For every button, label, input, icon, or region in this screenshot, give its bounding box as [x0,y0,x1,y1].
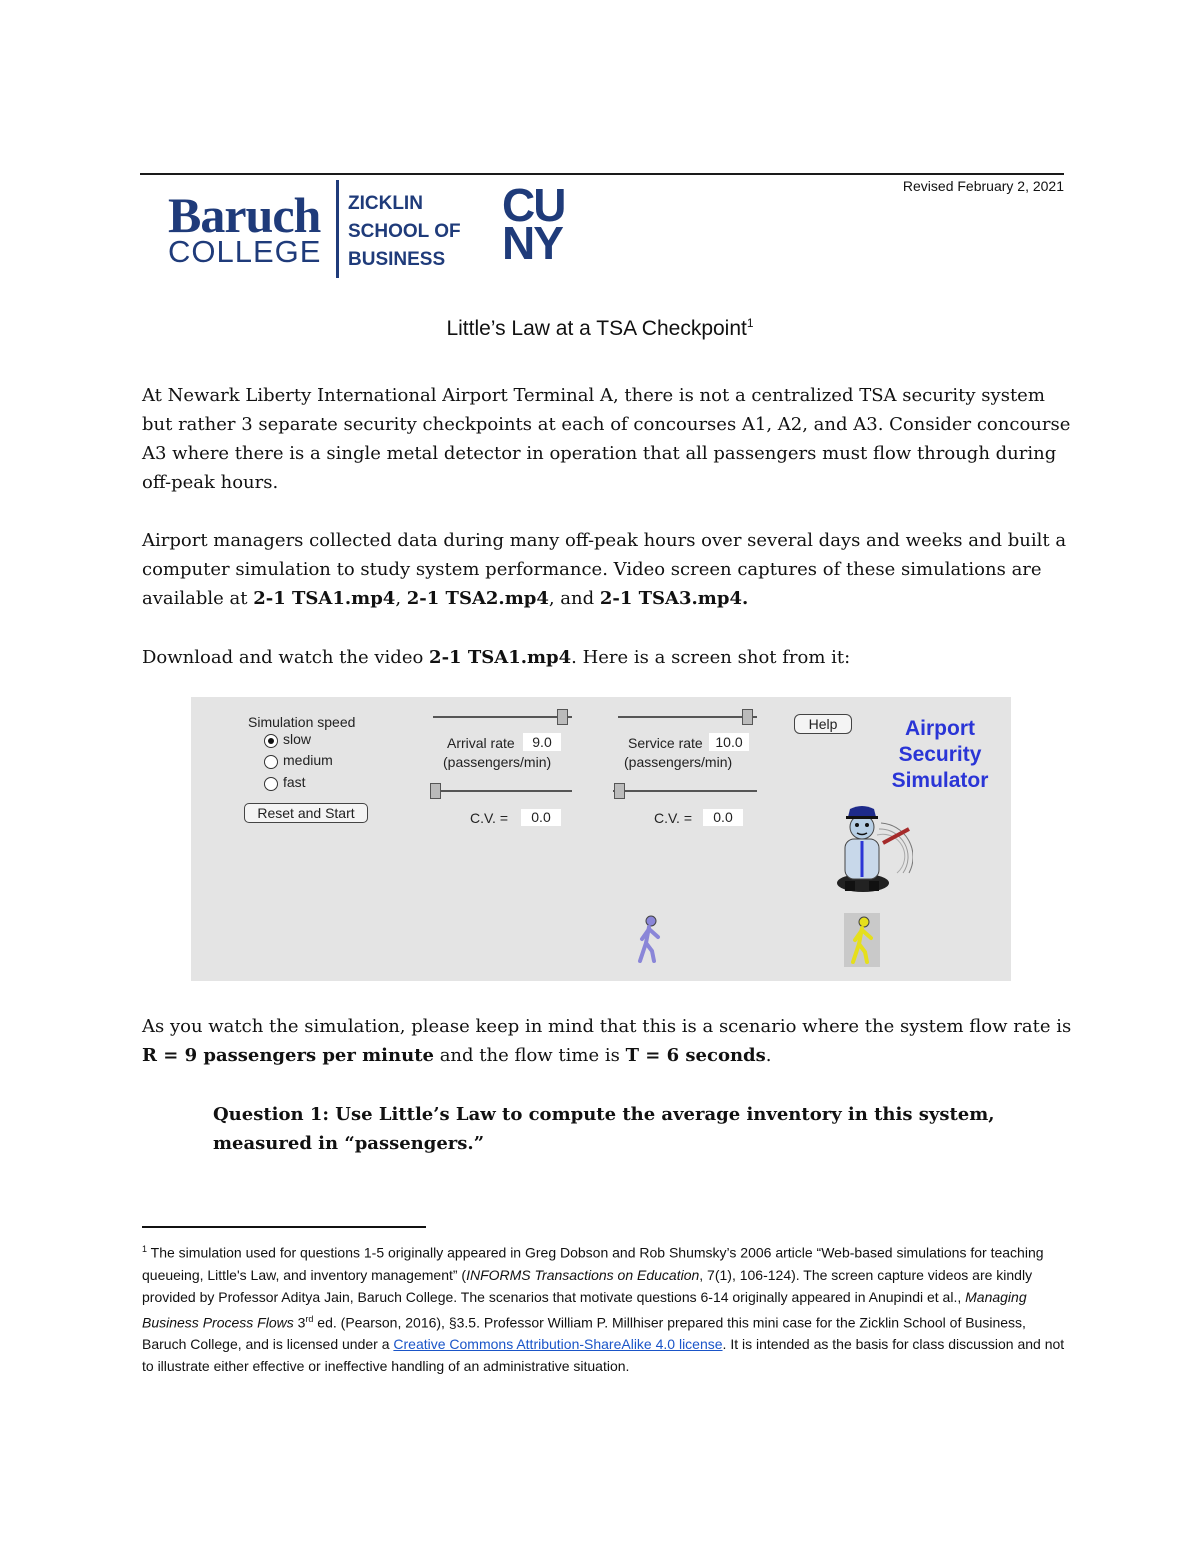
p2-end: . [741,588,749,609]
logo-cuny-text [502,179,565,269]
speed-option-fast: fast [283,774,306,790]
logo-baruch-text: Baruch [168,187,321,243]
p4-lead: As you watch the simulation, please keep in mind that this is a scenario where the system flow rate is [142,1016,1072,1037]
speed-option-slow: slow [283,731,312,747]
footnote-edition-sup: rd [305,1313,314,1324]
service-cv-slider-thumb[interactable] [614,783,625,799]
title-text: Little’s Law at a TSA Checkpoint [446,317,747,340]
simulator-title-line3: Simulator [891,769,989,792]
paragraph-simulation [142,526,1072,613]
revised-date: Revised February 2, 2021 [902,178,1064,194]
footnote-journal: INFORMS Transactions on Education [466,1266,700,1283]
footnote-text-1: The simulation used for questions 1-5 originally appeared in Greg Dobson and Rob Shumsky’s 2006 article “Web-based simulations for teaching queueing, Little's Law, and inventory management” ( [142,1244,1044,1283]
in-service-passenger-icon [847,916,877,964]
p3-end: . Here is a screen shot from it: [571,647,851,668]
footnote [142,1238,1068,1377]
baruch-zicklin-cuny-logo [166,178,596,288]
service-units-label: (passengers/min) [624,754,733,770]
simulator-screenshot [191,697,1011,981]
waiting-passenger-icon [634,915,664,963]
arrival-cv-label: C.V. = [470,810,509,826]
header-rule [140,173,1064,175]
flow-rate-value: R = 9 passengers per minute [142,1045,434,1066]
p2-sep2: , and [548,588,600,609]
video-file-1: 2-1 TSA1.mp4 [253,588,396,609]
arrival-cv-field[interactable]: 0.0 [521,809,561,826]
logo-zicklin-line3: BUSINESS [348,249,446,270]
logo-divider [336,180,339,278]
p2-lead: Airport managers collected data during many off-peak hours over several days and weeks and built a computer simulation to study system performance. Video screen captures of these simulations are available at [142,530,1067,609]
paragraph-intro: At Newark Liberty International Airport Terminal A, there is not a centralized TSA security system but rather 3 separate security checkpoints at each of concourses A1, A2, and A3. Consider concourse A3 where there is a single metal detector in operation that all passengers must flow through during off-peak hours. [142,385,1071,493]
license-link[interactable]: Creative Commons Attribution-ShareAlike 4.0 license [393,1336,723,1353]
speed-radio-slow[interactable] [264,734,278,748]
arrival-rate-slider-thumb[interactable] [557,709,568,725]
paragraph-scenario [142,1012,1072,1070]
footnote-book: Managing Business Process Flows [142,1288,1027,1331]
footnote-text-2: , 7(1), 106-124). The screen capture videos are kindly provided by Professor Aditya Jain, Baruch College. The scenarios that motivate questions 6-14 originally appeared in Anupindi et al., [142,1266,1033,1305]
service-rate-label: Service rate [628,735,703,751]
service-rate-slider-thumb[interactable] [742,709,753,725]
footnote-mark: 1 [142,1244,148,1254]
p4-end: . [765,1045,772,1066]
logo-cuny-line1: CU [502,179,565,231]
speed-radio-fast[interactable] [264,777,278,791]
arrival-cv-slider[interactable] [433,790,572,792]
service-rate-slider[interactable] [618,716,757,718]
service-cv-slider[interactable] [613,790,757,792]
help-button[interactable]: Help [794,714,852,734]
arrival-rate-slider[interactable] [433,716,572,718]
reset-and-start-button[interactable]: Reset and Start [244,803,368,823]
arrival-cv-slider-thumb[interactable] [430,783,441,799]
video-file-2: 2-1 TSA2.mp4 [406,588,549,609]
paragraph-download [142,643,1072,672]
document-title [0,316,1200,341]
question-1: Question 1: Use Little’s Law to compute the average inventory in this system, measured in “passengers.” [213,1104,995,1154]
footnote-text-4: ed. (Pearson, 2016), §3.5. Professor William P. Millhiser prepared this mini case for the Zicklin School of Business, Baruch College, and is licensed under a [142,1314,1026,1353]
simulator-title [885,716,995,794]
footnote-text-5: . It is intended as the basis for class discussion and not to illustrate either effective or ineffective handling of an administrative situation. [142,1336,1065,1375]
simulator-title-line1: Airport [905,717,975,740]
service-position-highlight [844,913,880,967]
arrival-units-label: (passengers/min) [443,754,552,770]
video-file-name: 2-1 TSA1.mp4 [429,647,572,668]
arrival-rate-field[interactable]: 9.0 [523,733,561,751]
footnote-text-3: 3 [293,1314,306,1331]
logo-zicklin-text [348,190,461,274]
logo-cuny-line2: NY [502,217,562,269]
speed-radio-medium[interactable] [264,755,278,769]
arrival-rate-label: Arrival rate [447,735,515,751]
p3-lead: Download and watch the video [142,647,430,668]
flow-time-value: T = 6 seconds [625,1045,766,1066]
p2-sep1: , [395,588,407,609]
logo-zicklin-line2: SCHOOL OF [348,221,461,242]
logo-zicklin-line1: ZICKLIN [348,193,423,214]
simulation-speed-label: Simulation speed [248,714,356,730]
p4-mid: and the flow time is [433,1045,626,1066]
service-cv-field[interactable]: 0.0 [703,809,743,826]
simulator-title-line2: Security [898,743,982,766]
footnote-rule [142,1226,426,1228]
logo-college-text: COLLEGE [168,234,322,269]
speed-option-medium: medium [283,752,333,768]
title-footnote-mark: 1 [746,316,754,330]
tsa-officer-illustration [831,803,913,899]
service-cv-label: C.V. = [654,810,693,826]
service-rate-field[interactable]: 10.0 [709,733,749,751]
video-file-3: 2-1 TSA3.mp4 [599,588,742,609]
